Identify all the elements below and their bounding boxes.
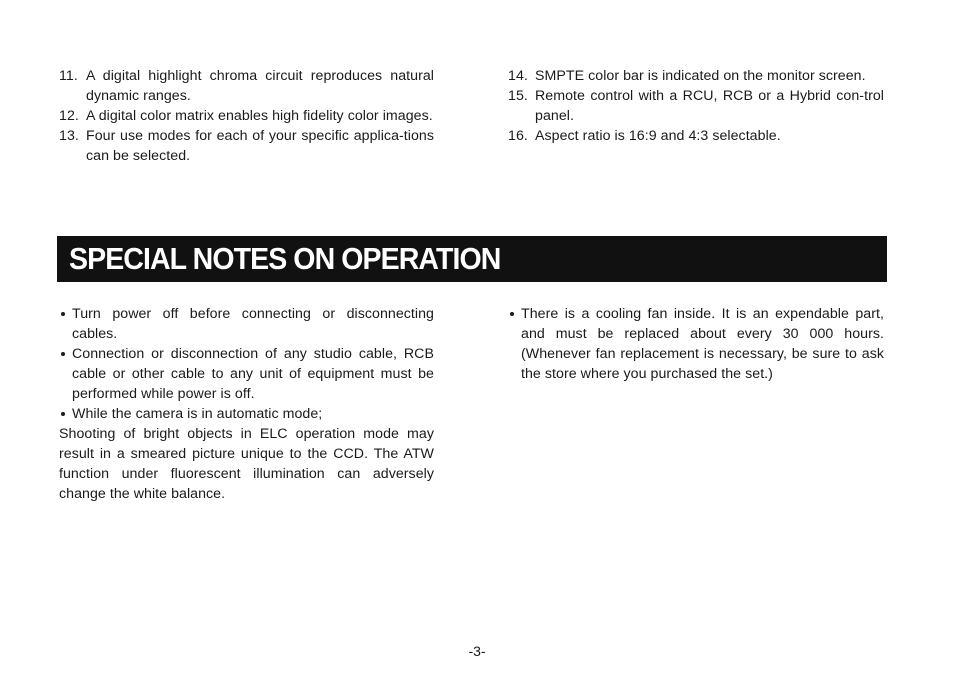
bullet-item (59, 344, 434, 404)
bullet-text: Turn power off before connecting or disconnecting cables. (72, 306, 434, 342)
bullet-icon (59, 344, 72, 404)
feature-list-right (508, 66, 884, 146)
bullet-icon (59, 304, 72, 344)
list-item (59, 126, 434, 166)
bullet-icon (508, 304, 521, 384)
item-text: SMPTE color bar is indicated on the monitor screen. (535, 68, 866, 84)
item-number: 15. (508, 88, 528, 104)
page-number: -3- (468, 643, 486, 659)
bullet-item (59, 404, 434, 424)
section-banner (57, 236, 887, 282)
item-text: Four use modes for each of your specific applica-tions can be selected. (86, 128, 434, 164)
item-number: 12. (59, 108, 79, 124)
list-item (59, 106, 434, 126)
item-text: A digital highlight chroma circuit reproduces natural dynamic ranges. (86, 68, 434, 104)
bullet-text: There is a cooling fan inside. It is an expendable part, and must be replaced about every 30 000 hours. (Whenever fan replacement is necessary, be sure to ask the store where you purchased the set.) (521, 306, 884, 382)
item-text: Remote control with a RCU, RCB or a Hybrid con-trol panel. (535, 88, 884, 124)
item-number: 13. (59, 128, 79, 144)
item-number: 16. (508, 128, 528, 144)
bullet-text: Connection or disconnection of any studio cable, RCB cable or other cable to any unit of equipment must be performed while power is off. (72, 346, 434, 402)
item-text: A digital color matrix enables high fidelity color images. (86, 108, 433, 124)
notes-list-left (59, 304, 434, 504)
notes-list-right (508, 304, 884, 384)
list-item (508, 86, 884, 126)
section-title: SPECIAL NOTES ON OPERATION (69, 241, 501, 276)
bullet-text: While the camera is in automatic mode; (72, 406, 323, 422)
list-item (59, 66, 434, 106)
item-text: Aspect ratio is 16:9 and 4:3 selectable. (535, 128, 781, 144)
list-item (508, 66, 884, 86)
bullet-item (59, 304, 434, 344)
feature-list-left (59, 66, 434, 166)
bullet-icon (59, 404, 72, 424)
item-number: 14. (508, 68, 528, 84)
note-paragraph: Shooting of bright objects in ELC operation mode may result in a smeared picture unique to the CCD. The ATW function under fluorescent illumination can adversely change the white balance. (59, 426, 434, 502)
item-number: 11. (59, 68, 78, 84)
list-item (508, 126, 884, 146)
bullet-item (508, 304, 884, 384)
